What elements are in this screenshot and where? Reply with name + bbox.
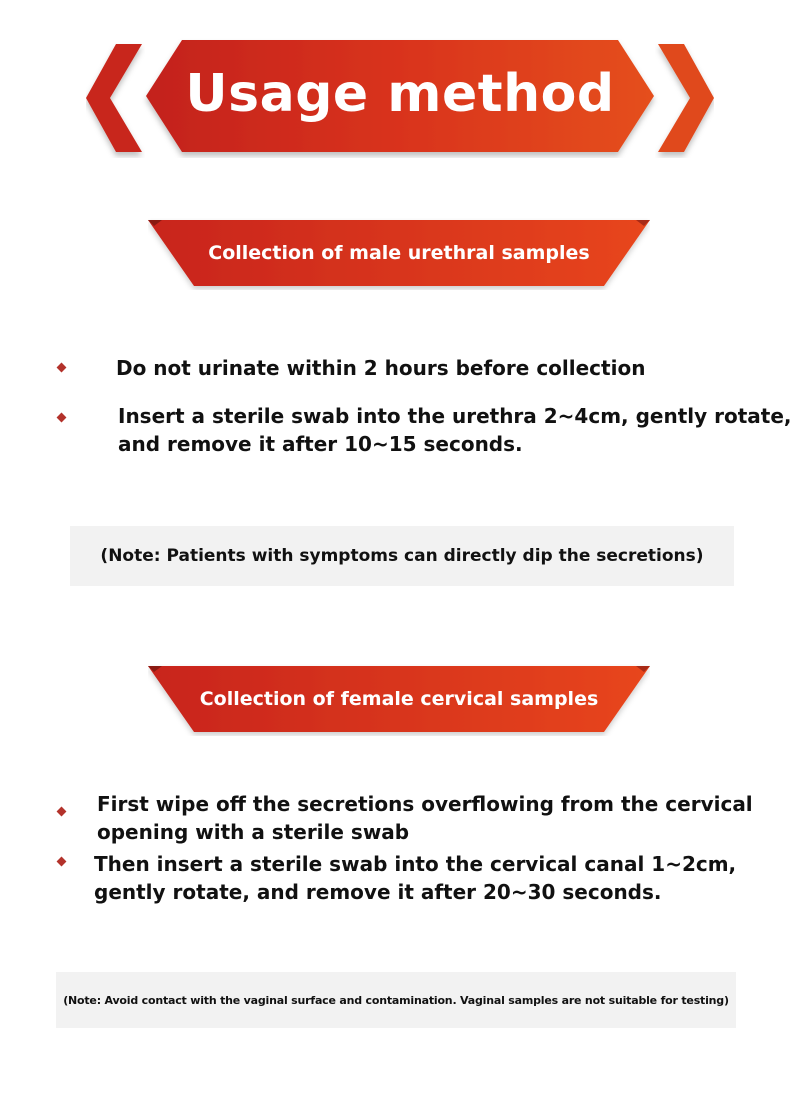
instruction-line: Do not urinate within 2 hours before collection [116,356,646,380]
instruction-line: and remove it after 10~15 seconds. [118,432,523,456]
bullet-diamond-icon [57,363,67,373]
instruction-line: Insert a sterile swab into the urethra 2~4cm, gently rotate, [118,404,792,428]
section-ribbon-male [148,218,650,290]
instruction-item [97,790,753,846]
instruction-item [116,354,645,382]
title-banner [86,38,714,158]
section-ribbon-female [148,664,650,736]
instruction-line: First wipe off the secretions overflowing from the cervical [97,792,753,816]
instruction-item [118,402,792,458]
note-box [70,526,734,586]
section-title: Collection of female cervical samples [199,688,599,710]
section-title: Collection of male urethral samples [208,242,590,264]
instruction-line: gently rotate, and remove it after 20~30 seconds. [94,880,662,904]
note-box [56,972,736,1028]
bullet-diamond-icon [57,857,67,867]
bullet-diamond-icon [57,807,67,817]
bullet-diamond-icon [57,413,67,423]
instruction-line: opening with a sterile swab [97,820,410,844]
instruction-line: Then insert a sterile swab into the cervical canal 1~2cm, [94,852,737,876]
note-text: (Note: Avoid contact with the vaginal surface and contamination. Vaginal samples are not suitable for testing) [63,993,729,1007]
instruction-item [94,850,736,906]
page-title: Usage method [185,64,615,124]
note-text: (Note: Patients with symptoms can directly dip the secretions) [100,546,704,566]
